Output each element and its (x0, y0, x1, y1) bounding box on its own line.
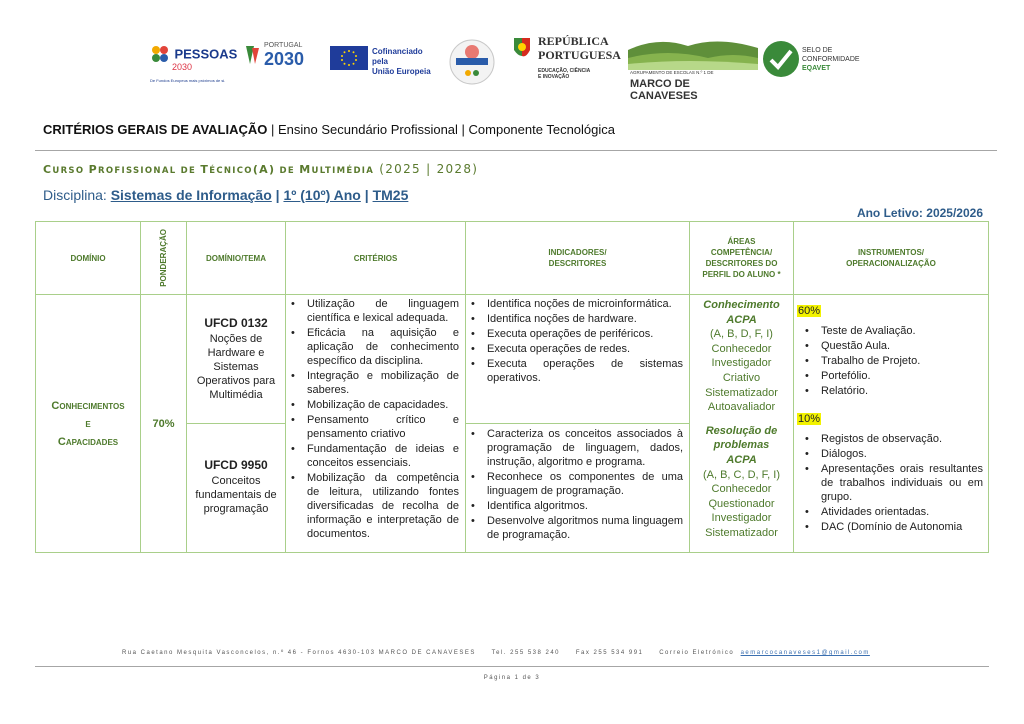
weight-10-badge: 10% (798, 413, 821, 425)
list-item: • Apresentações orais resultantes de trabalhos individuais ou em grupo. (821, 462, 983, 504)
ufcd-divider (186, 423, 285, 424)
list-item: • Identifica algoritmos. (487, 499, 683, 513)
pessoas-2030-logo: PESSOAS 2030 De Fundos Europeus mais próximos de si. (150, 44, 240, 83)
list-item: • Mobilização da competência de leitura, utilizando fontes diversificadas de recolha de informação e interpretação de documentos. (307, 471, 459, 541)
header-criterios: CRITÉRIOS (353, 253, 398, 263)
year-level: 1º (10º) Ano (283, 187, 361, 203)
estrategica-seal-icon (448, 38, 496, 86)
list-item: • Identifica noções de hardware. (487, 312, 683, 326)
list-item: • Identifica noções de microinformática. (487, 297, 683, 311)
discipline-name: Sistemas de Informação (110, 187, 272, 203)
indicadores-divider (465, 423, 689, 424)
list-item: • Diálogos. (821, 447, 983, 461)
republica-crest-icon (512, 36, 532, 62)
list-item: • Desenvolve algoritmos numa linguagem de programação. (487, 514, 683, 542)
areas-cell: Conhecimento ACPA (A, B, D, F, I) Conhecedor Investigador Criativo Sistematizador Autoavaliador Resolução de problemas ACPA (A, B, C, D, F, I) Conhecedor Questionador Investigador Sistematizador (702, 299, 780, 539)
list-item: • Atividades orientadas. (821, 505, 983, 519)
hills-landscape-icon (628, 36, 758, 70)
header-divider (35, 150, 997, 151)
list-item: • Registos de observação. (821, 432, 983, 446)
instrumentos-cell (797, 301, 983, 551)
list-item: • Caracteriza os conceitos associados à programação de linguagem, dados, instrução, algoritmo e programa. (487, 427, 683, 469)
page-title: CRITÉRIOS GERAIS DE AVALIAÇÃO | Ensino Secundário Profissional | Componente Tecnológica (43, 122, 616, 137)
list-item: • Executa operações de periféricos. (487, 327, 683, 341)
email-link[interactable]: aemarcocanaveses1@gmail.com (740, 650, 870, 656)
list-item: • Reconhece os componentes de uma linguagem de programação. (487, 470, 683, 498)
pessoas-mark-icon (150, 44, 170, 64)
ponderacao-value: 70% (152, 417, 175, 430)
criterios-cell (287, 297, 459, 552)
list-item: • Fundamentação de ideias e conceitos essenciais. (307, 442, 459, 470)
list-item: • Mobilização de capacidades. (307, 398, 459, 412)
indicadores-ufcd-9950 (467, 427, 683, 551)
weight-60-badge: 60% (798, 305, 821, 317)
list-item: • Teste de Avaliação. (821, 324, 983, 338)
ufcd-9950: UFCD 9950 Conceitos fundamentais de programação (195, 458, 277, 515)
eqavet-seal-logo: SELO DE CONFORMIDADE EQAVET (762, 40, 872, 80)
agrupamento-escolas-logo: AGRUPAMENTO DE ESCOLAS N.º 1 DE MARCO DE CANAVESES (628, 36, 758, 92)
list-item: • Trabalho de Projeto. (821, 354, 983, 368)
header-instrumentos: INSTRUMENTOS/ OPERACIONALIZAÇÃO (846, 248, 936, 268)
page-number: Página 1 de 3 (483, 675, 541, 681)
checkmark-seal-icon (762, 40, 800, 78)
discipline-line: Disciplina: Sistemas de Informação | 1º (10º) Ano | TM25 (43, 187, 409, 203)
class-code: TM25 (372, 187, 409, 203)
dominio-cell: Conhecimentos e Capacidades (51, 399, 125, 448)
portugal-mark-icon (244, 44, 260, 66)
footer-divider (35, 666, 989, 667)
header-dominio: DOMÍNIO (70, 253, 106, 263)
ano-letivo: Ano Letivo: 2025/2026 (856, 206, 983, 220)
header-indicadores: INDICADORES/ DESCRITORES (548, 248, 607, 268)
list-item: • Executa operações de redes. (487, 342, 683, 356)
col-line (988, 221, 989, 553)
list-item: • Portefólio. (821, 369, 983, 383)
eu-cofinanced-logo: Cofinanciado pela União Europeia (330, 46, 440, 70)
portugal-2030-logo: PORTUGAL 2030 (244, 44, 314, 70)
ufcd-0132: UFCD 0132 Noções de Hardware e Sistemas Operativos para Multimédia (196, 316, 276, 401)
list-item: • Questão Aula. (821, 339, 983, 353)
list-item: • Pensamento crítico e pensamento criativo (307, 413, 459, 441)
table-border-bottom (35, 552, 989, 553)
course-title: CURSO PROFISSIONAL DE TÉCNICO(A) DE MULTIMÉDIA (2025 | 2028) (43, 162, 479, 176)
list-item: • Integração e mobilização de saberes. (307, 369, 459, 397)
list-item: • Relatório. (821, 384, 983, 398)
header-ponderacao: PONDERAÇÃO (159, 229, 168, 287)
footer-address: Rua Caetano Mesquita Vasconcelos, n.º 46 - Fornos 4630-103 MARCO DE CANAVESES Tel. 255 538 240 Fax 255 534 991 Correio Eletrónico aemarcocanaveses1@gmail.com (122, 650, 870, 656)
criteria-table (35, 221, 989, 553)
logo-strip (150, 34, 870, 102)
list-item: • Eficácia na aquisição e aplicação de conhecimento específico da disciplina. (307, 326, 459, 368)
list-item: • Utilização de linguagem científica e lexical adequada. (307, 297, 459, 325)
list-item: • Executa operações de sistemas operativos. (487, 357, 683, 385)
header-ponderacao-cell (141, 222, 186, 294)
header-dominio-tema: DOMÍNIO/TEMA (206, 253, 266, 263)
criterios-list (287, 297, 459, 541)
eu-flag-icon (330, 46, 368, 70)
header-areas: ÁREAS COMPETÊNCIA/ DESCRITORES DO PERFIL DO ALUNO * (702, 237, 781, 279)
indicadores-ufcd-0132 (467, 297, 683, 421)
list-item: • DAC (Domínio de Autonomia (821, 520, 983, 534)
republica-portuguesa-logo: REPÚBLICA PORTUGUESA EDUCAÇÃO, CIÊNCIA E INOVAÇÃO (512, 36, 622, 88)
